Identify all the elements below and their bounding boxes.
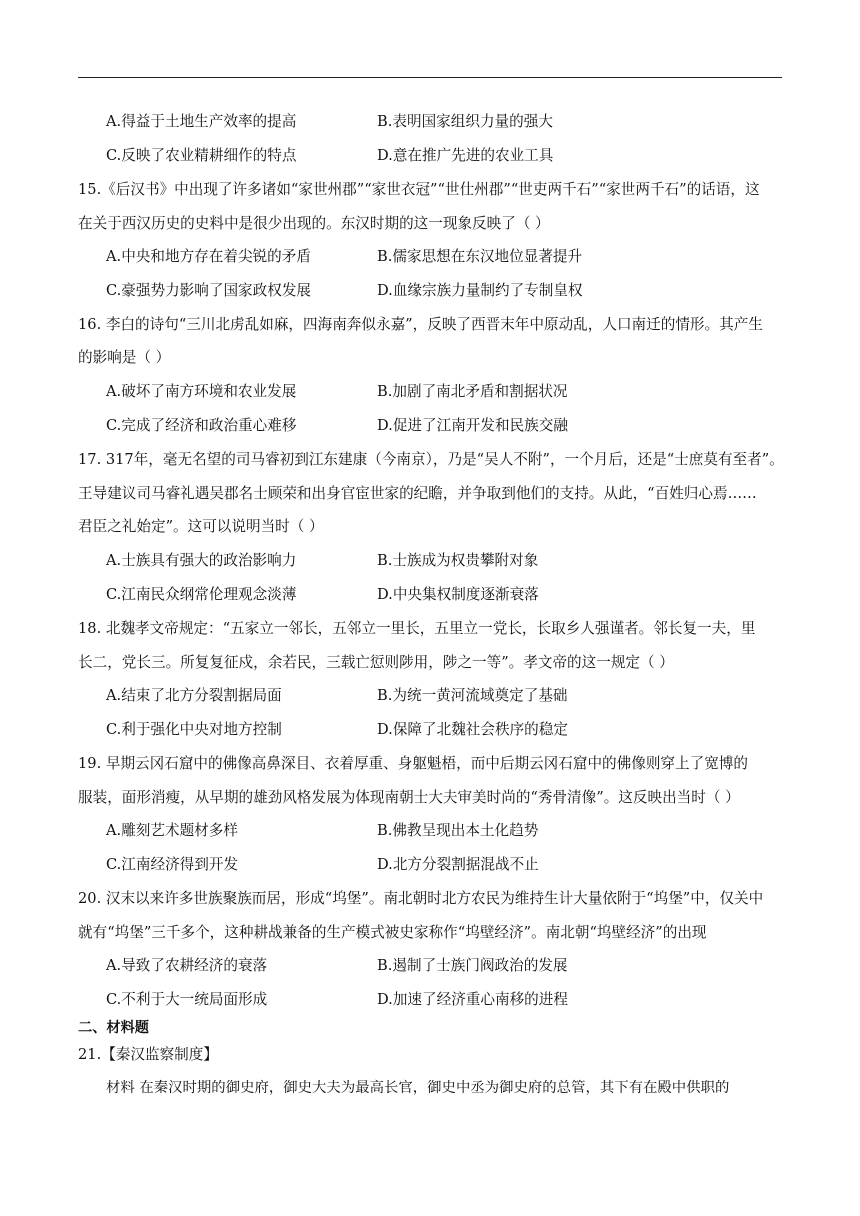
q19-option-a: A.雕刻艺术题材多样 bbox=[106, 822, 238, 839]
q14-option-b: B.表明国家组织力量的强大 bbox=[377, 113, 553, 130]
q20-option-b: B.遏制了士族门阀政治的发展 bbox=[377, 957, 568, 974]
q21-material-line1: 材料 在秦汉时期的御史府，御史大夫为最高长官，御史中丞为御史府的总管，其下有在殿中供职的 bbox=[106, 1080, 730, 1096]
q14-option-a: A.得益于土地生产效率的提高 bbox=[106, 113, 297, 130]
q18-option-a: A.结束了北方分裂割据局面 bbox=[106, 687, 282, 704]
q15-option-c: C.豪强势力影响了国家政权发展 bbox=[106, 282, 312, 299]
q18-option-d: D.保障了北魏社会秩序的稳定 bbox=[377, 721, 568, 738]
q15-option-b: B.儒家思想在东汉地位显著提升 bbox=[377, 248, 583, 265]
q19-option-d: D.北方分裂割据混战不止 bbox=[377, 856, 539, 873]
q16-option-b: B.加剧了南北矛盾和割据状况 bbox=[377, 383, 568, 400]
q16-option-c: C.完成了经济和政治重心难移 bbox=[106, 417, 297, 434]
q19-stem-line1: 19. 早期云冈石窟中的佛像高鼻深目、衣着厚重、身躯魁梧，而中后期云冈石窟中的佛像则穿上了宽博的 bbox=[78, 755, 748, 772]
q17-option-b: B.士族成为权贵攀附对象 bbox=[377, 552, 539, 569]
q15-stem-line2: 在关于西汉历史的史料中是很少出现的。东汉时期的这一现象反映了（ ） bbox=[78, 215, 550, 232]
q18-option-b: B.为统一黄河流域奠定了基础 bbox=[377, 687, 568, 704]
q17-option-d: D.中央集权制度逐渐衰落 bbox=[377, 586, 539, 603]
q20-option-a: A.导致了农耕经济的衰落 bbox=[106, 957, 268, 974]
q14-option-d: D.意在推广先进的农业工具 bbox=[377, 147, 554, 164]
q18-stem-line2: 长二，党长三。所复复征戍，余若民，三载亡愆则陟用，陟之一等”。孝文帝的这一规定（ ） bbox=[78, 654, 674, 671]
q18-stem-line1: 18. 北魏孝文帝规定：“五家立一邻长，五邻立一里长，五里立一党长，长取乡人强谨者。邻长复一夫，里 bbox=[78, 620, 756, 637]
q17-option-c: C.江南民众纲常伦理观念淡薄 bbox=[106, 586, 297, 603]
q17-stem-line2: 王导建议司马睿礼遇吴郡名士顾荣和出身官宦世家的纪瞻，并争取到他们的支持。从此，“百姓归心焉…… bbox=[78, 485, 757, 502]
q17-stem-line1: 17. 317年，毫无名望的司马睿初到江东建康（今南京），乃是“吴人不附”，一个月后，还是“士庶莫有至者”。 bbox=[78, 451, 784, 468]
q15-option-d: D.血缘宗族力量制约了专制皇权 bbox=[377, 282, 583, 299]
section-heading: 二、材料题 bbox=[78, 1020, 149, 1036]
q18-option-c: C.利于强化中央对地方控制 bbox=[106, 721, 282, 738]
q17-stem-line3: 君臣之礼始定”。这可以说明当时（ ） bbox=[78, 518, 324, 535]
q20-option-c: C.不利于大一统局面形成 bbox=[106, 991, 268, 1008]
q16-stem-line2: 的影响是（ ） bbox=[78, 349, 171, 366]
q16-option-d: D.促进了江南开发和民族交融 bbox=[377, 417, 568, 434]
q14-option-c: C.反映了农业精耕细作的特点 bbox=[106, 147, 297, 164]
q20-stem-line2: 就有“坞堡”三千多个，这种耕战兼备的生产模式被史家称作“坞壁经济”。南北朝“坞壁经济”的出现 bbox=[78, 924, 707, 941]
header-rule bbox=[78, 77, 782, 78]
q17-option-a: A.士族具有强大的政治影响力 bbox=[106, 552, 297, 569]
q16-option-a: A.破坏了南方环境和农业发展 bbox=[106, 383, 297, 400]
q20-stem-line1: 20. 汉末以来许多世族聚族而居，形成“坞堡”。南北朝时北方农民为维持生计大量依附于“坞堡”中，仅关中 bbox=[78, 890, 764, 907]
q19-stem-line2: 服装，面形消瘦，从早期的雄劲风格发展为体现南朝士大夫审美时尚的“秀骨清像”。这反映出当时（ ） bbox=[78, 789, 740, 806]
q15-stem-line1: 15.《后汉书》中出现了许多诸如“家世州郡”“家世衣冠”“世仕州郡”“世吏两千石”“家世两千石”的话语，这 bbox=[78, 181, 760, 198]
q19-option-c: C.江南经济得到开发 bbox=[106, 856, 239, 873]
q15-option-a: A.中央和地方存在着尖锐的矛盾 bbox=[106, 248, 311, 265]
q20-option-d: D.加速了经济重心南移的进程 bbox=[377, 991, 568, 1008]
q16-stem-line1: 16. 李白的诗句“三川北虏乱如麻，四海南奔似永嘉”，反映了西晋末年中原动乱，人口南迁的情形。其产生 bbox=[78, 316, 763, 333]
q21-title: 21.【秦汉监察制度】 bbox=[78, 1046, 218, 1063]
q19-option-b: B.佛教呈现出本土化趋势 bbox=[377, 822, 539, 839]
